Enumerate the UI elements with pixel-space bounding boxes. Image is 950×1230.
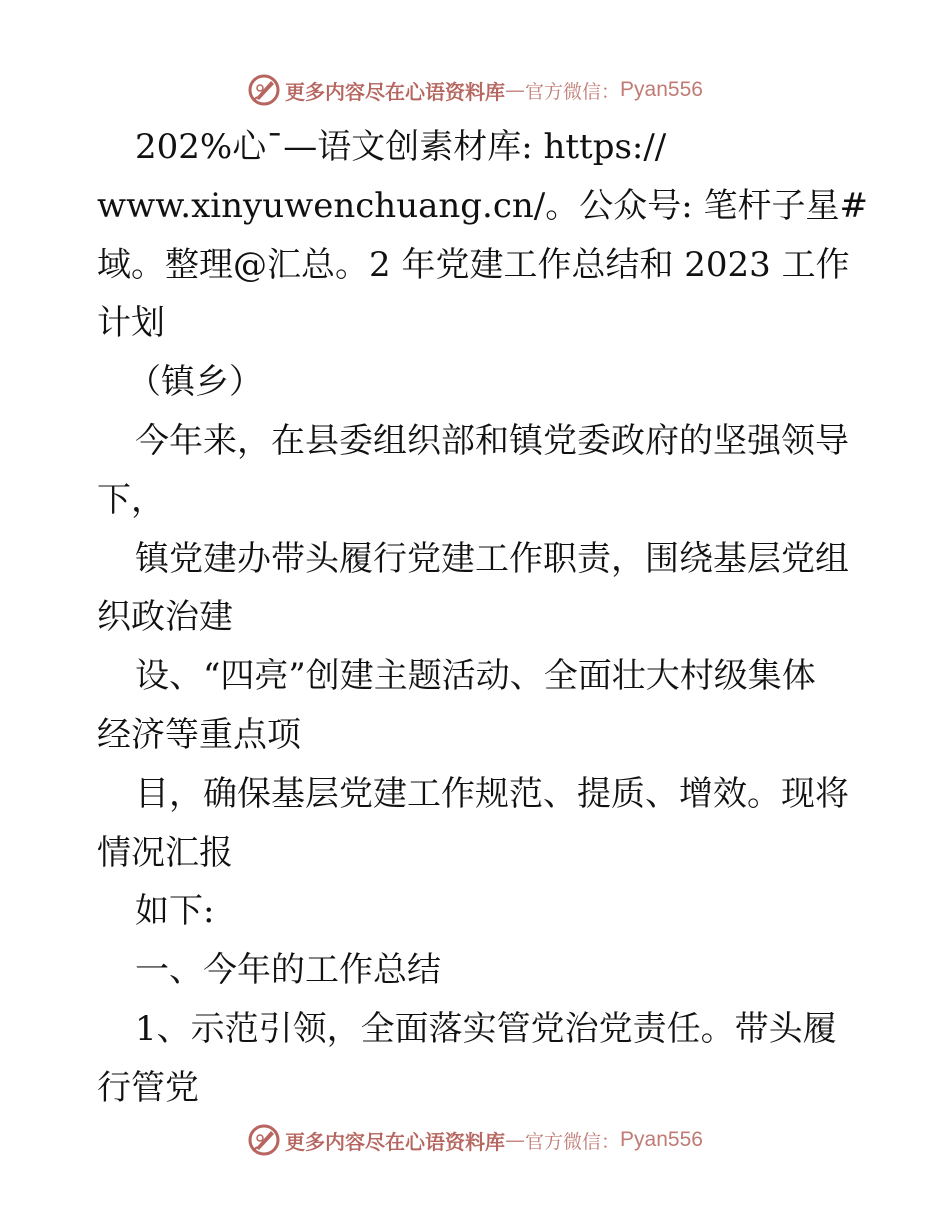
body-line: 设、“四亮”创建主题活动、全面壮大村级集体 (135, 656, 816, 697)
body-line: 计划 (97, 303, 165, 344)
body-line: 下， (97, 479, 165, 520)
body-line: 1、示范引领，全面落实管党治党责任。带头履 (135, 1008, 837, 1049)
watermark-official-label: 官方微信： (525, 80, 621, 103)
watermark-separator: — (505, 78, 526, 102)
body-line: 镇党建办带头履行党建工作职责，围绕基层党组 (135, 538, 849, 579)
body-line: 情况汇报 (97, 832, 233, 873)
body-line: 一、今年的工作总结 (135, 950, 441, 991)
body-line: 织政治建 (97, 597, 233, 638)
watermark-official-label: 官方微信： (525, 1130, 621, 1153)
watermark-main-text: 更多内容尽在心语资料库 (285, 1129, 506, 1154)
body-line: 行管党 (97, 1067, 199, 1108)
watermark-main-text: 更多内容尽在心语资料库 (285, 79, 506, 104)
footer-watermark (0, 1120, 950, 1160)
body-line: 如下: (135, 891, 215, 932)
body-line: （镇乡） (127, 362, 263, 403)
quill-pen-logo-icon (247, 73, 281, 107)
body-line: 今年来，在县委组织部和镇党委政府的坚强领导 (135, 420, 849, 461)
body-line: www.xinyuwenchuang.cn/。公众号: 笔杆子星# (97, 185, 868, 226)
watermark-separator: — (505, 1128, 526, 1152)
body-line: 域。整理@汇总。2 年党建工作总结和 2023 工作 (97, 244, 850, 285)
header-watermark (0, 70, 950, 110)
document-body (97, 118, 867, 1118)
quill-pen-logo-icon (247, 1123, 281, 1157)
body-line: 目，确保基层党建工作规范、提质、增效。现将 (135, 773, 849, 814)
body-line: 202%心¯—语文创素材库: https:// (135, 127, 667, 167)
watermark-wechat-id: Pyan556 (620, 78, 703, 101)
watermark-wechat-id: Pyan556 (620, 1128, 703, 1151)
body-line: 经济等重点项 (97, 714, 301, 755)
